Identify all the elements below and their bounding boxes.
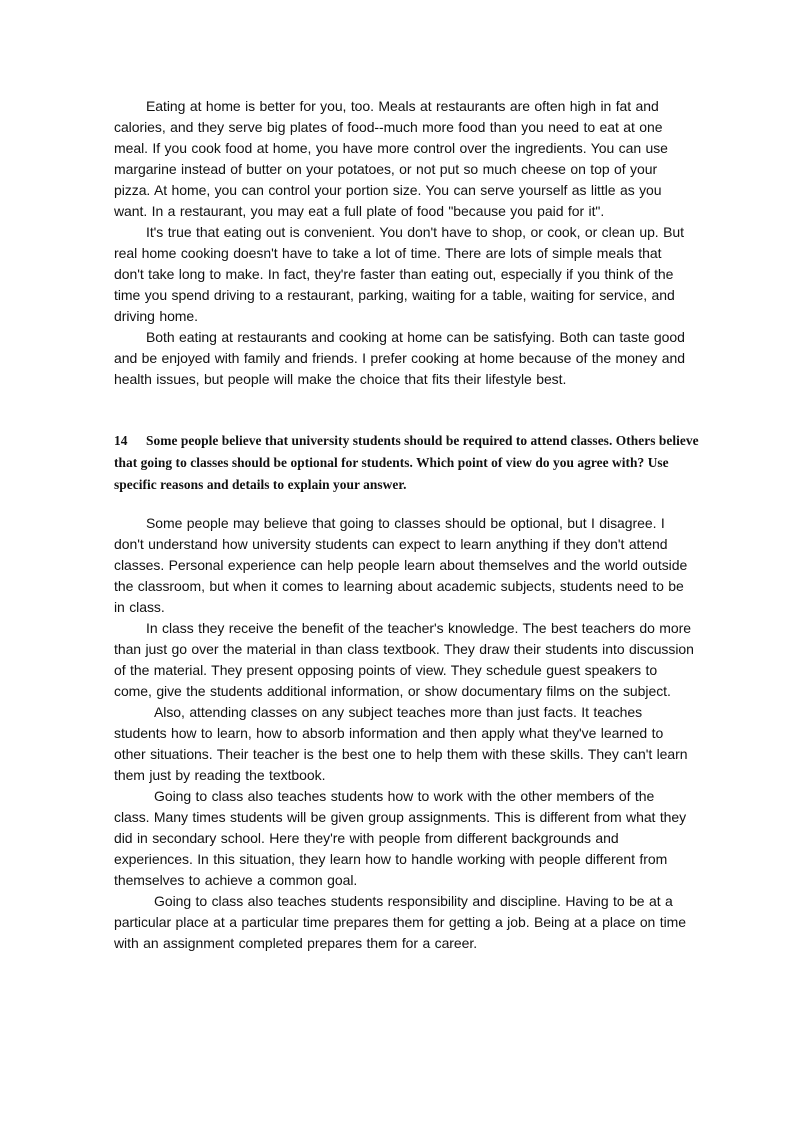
paragraph: Going to class also teaches students responsibility and discipline. Having to be at a particular place at a particular time prepares them for getting a job. Being at a place on time with an assignment completed prepares them for a career.: [114, 893, 686, 951]
paragraph: Some people may believe that going to classes should be optional, but I disagree. I don't understand how university students can expect to learn anything if they don't attend classes. Personal experience can help people learn about themselves and the world outside the classroom, but when it comes to learning about academic subjects, students need to be in class.: [114, 515, 688, 615]
question-14: [114, 430, 704, 496]
essay-14-body: [114, 513, 694, 954]
question-number: 14: [114, 433, 128, 448]
essay-13-body: [114, 96, 694, 390]
paragraph: In class they receive the benefit of the teacher's knowledge. The best teachers do more than just go over the material in than class textbook. They draw their students into discussion of the material. They present opposing points of view. They schedule guest speakers to come, give the students additional information, or show documentary films on the subject.: [114, 620, 694, 699]
paragraph: Also, attending classes on any subject teaches more than just facts. It teaches students how to learn, how to absorb information and then apply what they've learned to other situations. Their teacher is the best one to help them with these skills. They can't learn them just by reading the textbook.: [114, 704, 688, 783]
paragraph: Eating at home is better for you, too. Meals at restaurants are often high in fat and calories, and they serve big plates of food--much more food than you need to eat at one meal. If you cook food at home, you have more control over the ingredients. You can use margarine instead of butter on your potatoes, or not put so much cheese on top of your pizza. At home, you can control your portion size. You can serve yourself as little as you want. In a restaurant, you may eat a full plate of food "because you paid for it".: [114, 98, 668, 219]
question-text: Some people believe that university students should be required to attend classes. Others believe that going to classes should be optional for students. Which point of view do you agree with? Use specific reasons and details to explain your answer.: [114, 433, 699, 492]
paragraph: It's true that eating out is convenient. You don't have to shop, or cook, or clean up. But real home cooking doesn't have to take a lot of time. There are lots of simple meals that don't take long to make. In fact, they're faster than eating out, especially if you think of the time you spend driving to a restaurant, parking, waiting for a table, waiting for service, and driving home.: [114, 224, 684, 324]
paragraph: Going to class also teaches students how to work with the other members of the class. Many times students will be given group assignments. This is different from what they did in secondary school. Here they're with people from different backgrounds and experiences. In this situation, they learn how to handle working with people different from themselves to achieve a common goal.: [114, 788, 687, 888]
paragraph: Both eating at restaurants and cooking at home can be satisfying. Both can taste good and be enjoyed with family and friends. I prefer cooking at home because of the money and health issues, but people will make the choice that fits their lifestyle best.: [114, 329, 685, 387]
